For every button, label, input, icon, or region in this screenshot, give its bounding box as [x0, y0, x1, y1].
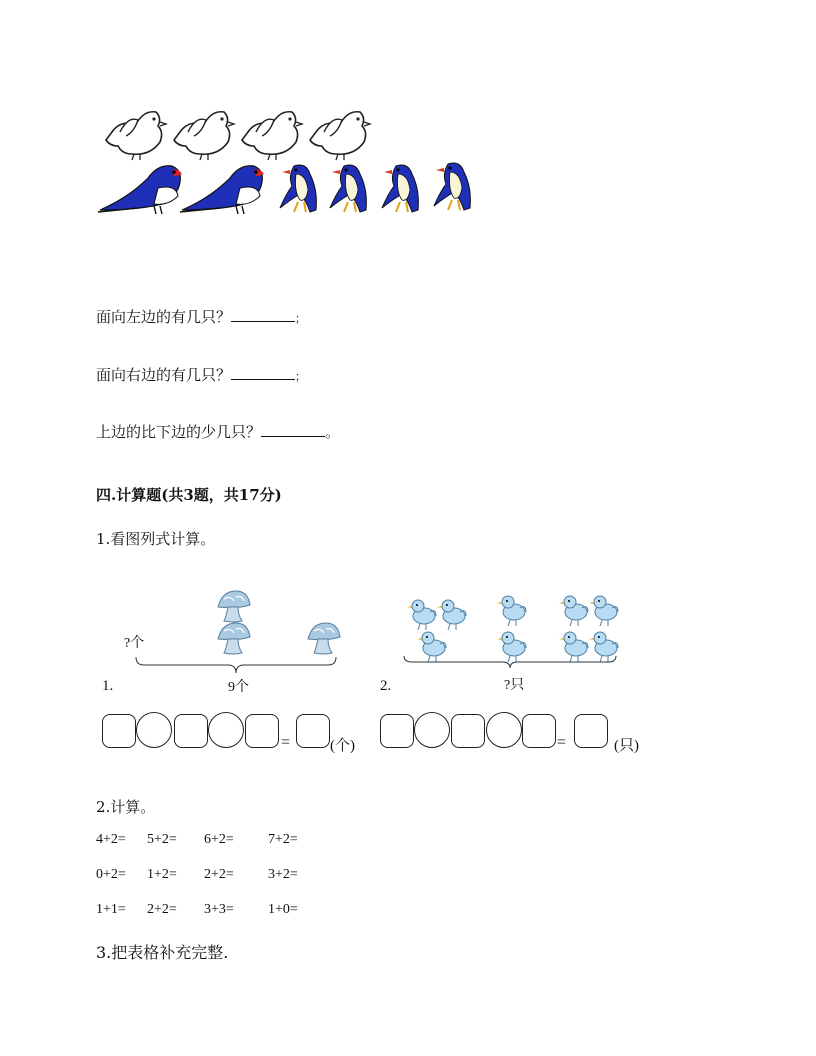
left-brace — [136, 657, 336, 673]
white-bird-icon — [106, 112, 166, 160]
answer-box[interactable] — [380, 714, 414, 748]
calc-item: 1+2= — [147, 867, 177, 882]
problem3-title: 3.把表格补充完整. — [96, 943, 229, 962]
calc-item: 1+0= — [268, 902, 298, 917]
unknown-count-label: ?个 — [124, 636, 145, 651]
equals-sign: = — [557, 734, 567, 751]
operator-circle[interactable] — [486, 712, 522, 748]
answer-box[interactable] — [245, 714, 279, 748]
blue-bird-icon — [280, 165, 316, 212]
calc-item: 2+2= — [147, 902, 177, 917]
equals-sign: = — [281, 734, 291, 751]
chick-icon — [417, 632, 446, 662]
unit-label: (只) — [614, 738, 639, 754]
calc-item: 0+2= — [96, 867, 126, 882]
blue-bird-icon — [434, 163, 470, 210]
operator-circle[interactable] — [208, 712, 244, 748]
chick-picture — [402, 590, 642, 670]
chick-icon — [437, 600, 466, 630]
answer-blank[interactable] — [261, 422, 325, 437]
swallow-icon — [180, 166, 264, 214]
white-bird-icon — [174, 112, 234, 160]
operator-circle[interactable] — [136, 712, 172, 748]
blue-bird-icon — [330, 165, 366, 212]
calc-item: 1+1= — [96, 902, 126, 917]
chick-icon — [589, 596, 618, 626]
chick-icon — [497, 596, 526, 626]
swallow-icon — [98, 166, 182, 214]
blue-bird-icon — [382, 165, 418, 212]
total-chicks-label: ?只 — [504, 678, 525, 693]
result-box[interactable] — [574, 714, 608, 748]
mushroom-icon — [218, 623, 250, 654]
answer-box[interactable] — [174, 714, 208, 748]
answer-blank[interactable] — [231, 365, 295, 380]
question-facing-right: 面向右边的有几只？ ； — [96, 366, 307, 384]
section-title: 四.计算题(共3题，共17分) — [96, 486, 282, 504]
result-box[interactable] — [296, 714, 330, 748]
chick-icon — [559, 596, 588, 626]
answer-box[interactable] — [102, 714, 136, 748]
chick-icon — [407, 600, 436, 630]
white-bird-icon — [242, 112, 302, 160]
mushroom-icon — [308, 623, 340, 654]
calc-item: 4+2= — [96, 832, 126, 847]
calc-item: 3+2= — [268, 867, 298, 882]
problem1-title: 1.看图列式计算。 — [96, 530, 216, 548]
answer-blank[interactable] — [231, 307, 295, 322]
calc-item: 5+2= — [147, 832, 177, 847]
birds-picture — [96, 98, 496, 218]
total-count-label: 9个 — [228, 680, 249, 695]
problem2-title: 2.计算。 — [96, 798, 156, 816]
white-bird-icon — [310, 112, 370, 160]
problem1-right-number: 2. — [380, 678, 392, 694]
chick-icon — [559, 632, 588, 662]
calc-item: 3+3= — [204, 902, 234, 917]
calc-item: 7+2= — [268, 832, 298, 847]
mushroom-icon — [218, 591, 250, 622]
operator-circle[interactable] — [414, 712, 450, 748]
question-facing-left: 面向左边的有几只？ ； — [96, 308, 307, 326]
answer-box[interactable] — [522, 714, 556, 748]
calc-item: 6+2= — [204, 832, 234, 847]
unit-label: (个) — [330, 738, 355, 754]
problem1-left-number: 1. — [102, 678, 114, 694]
question-compare: 上边的比下边的少几只？ 。 — [96, 423, 341, 441]
chick-icon — [497, 632, 526, 662]
chick-icon — [589, 632, 618, 662]
calc-item: 2+2= — [204, 867, 234, 882]
answer-box[interactable] — [451, 714, 485, 748]
